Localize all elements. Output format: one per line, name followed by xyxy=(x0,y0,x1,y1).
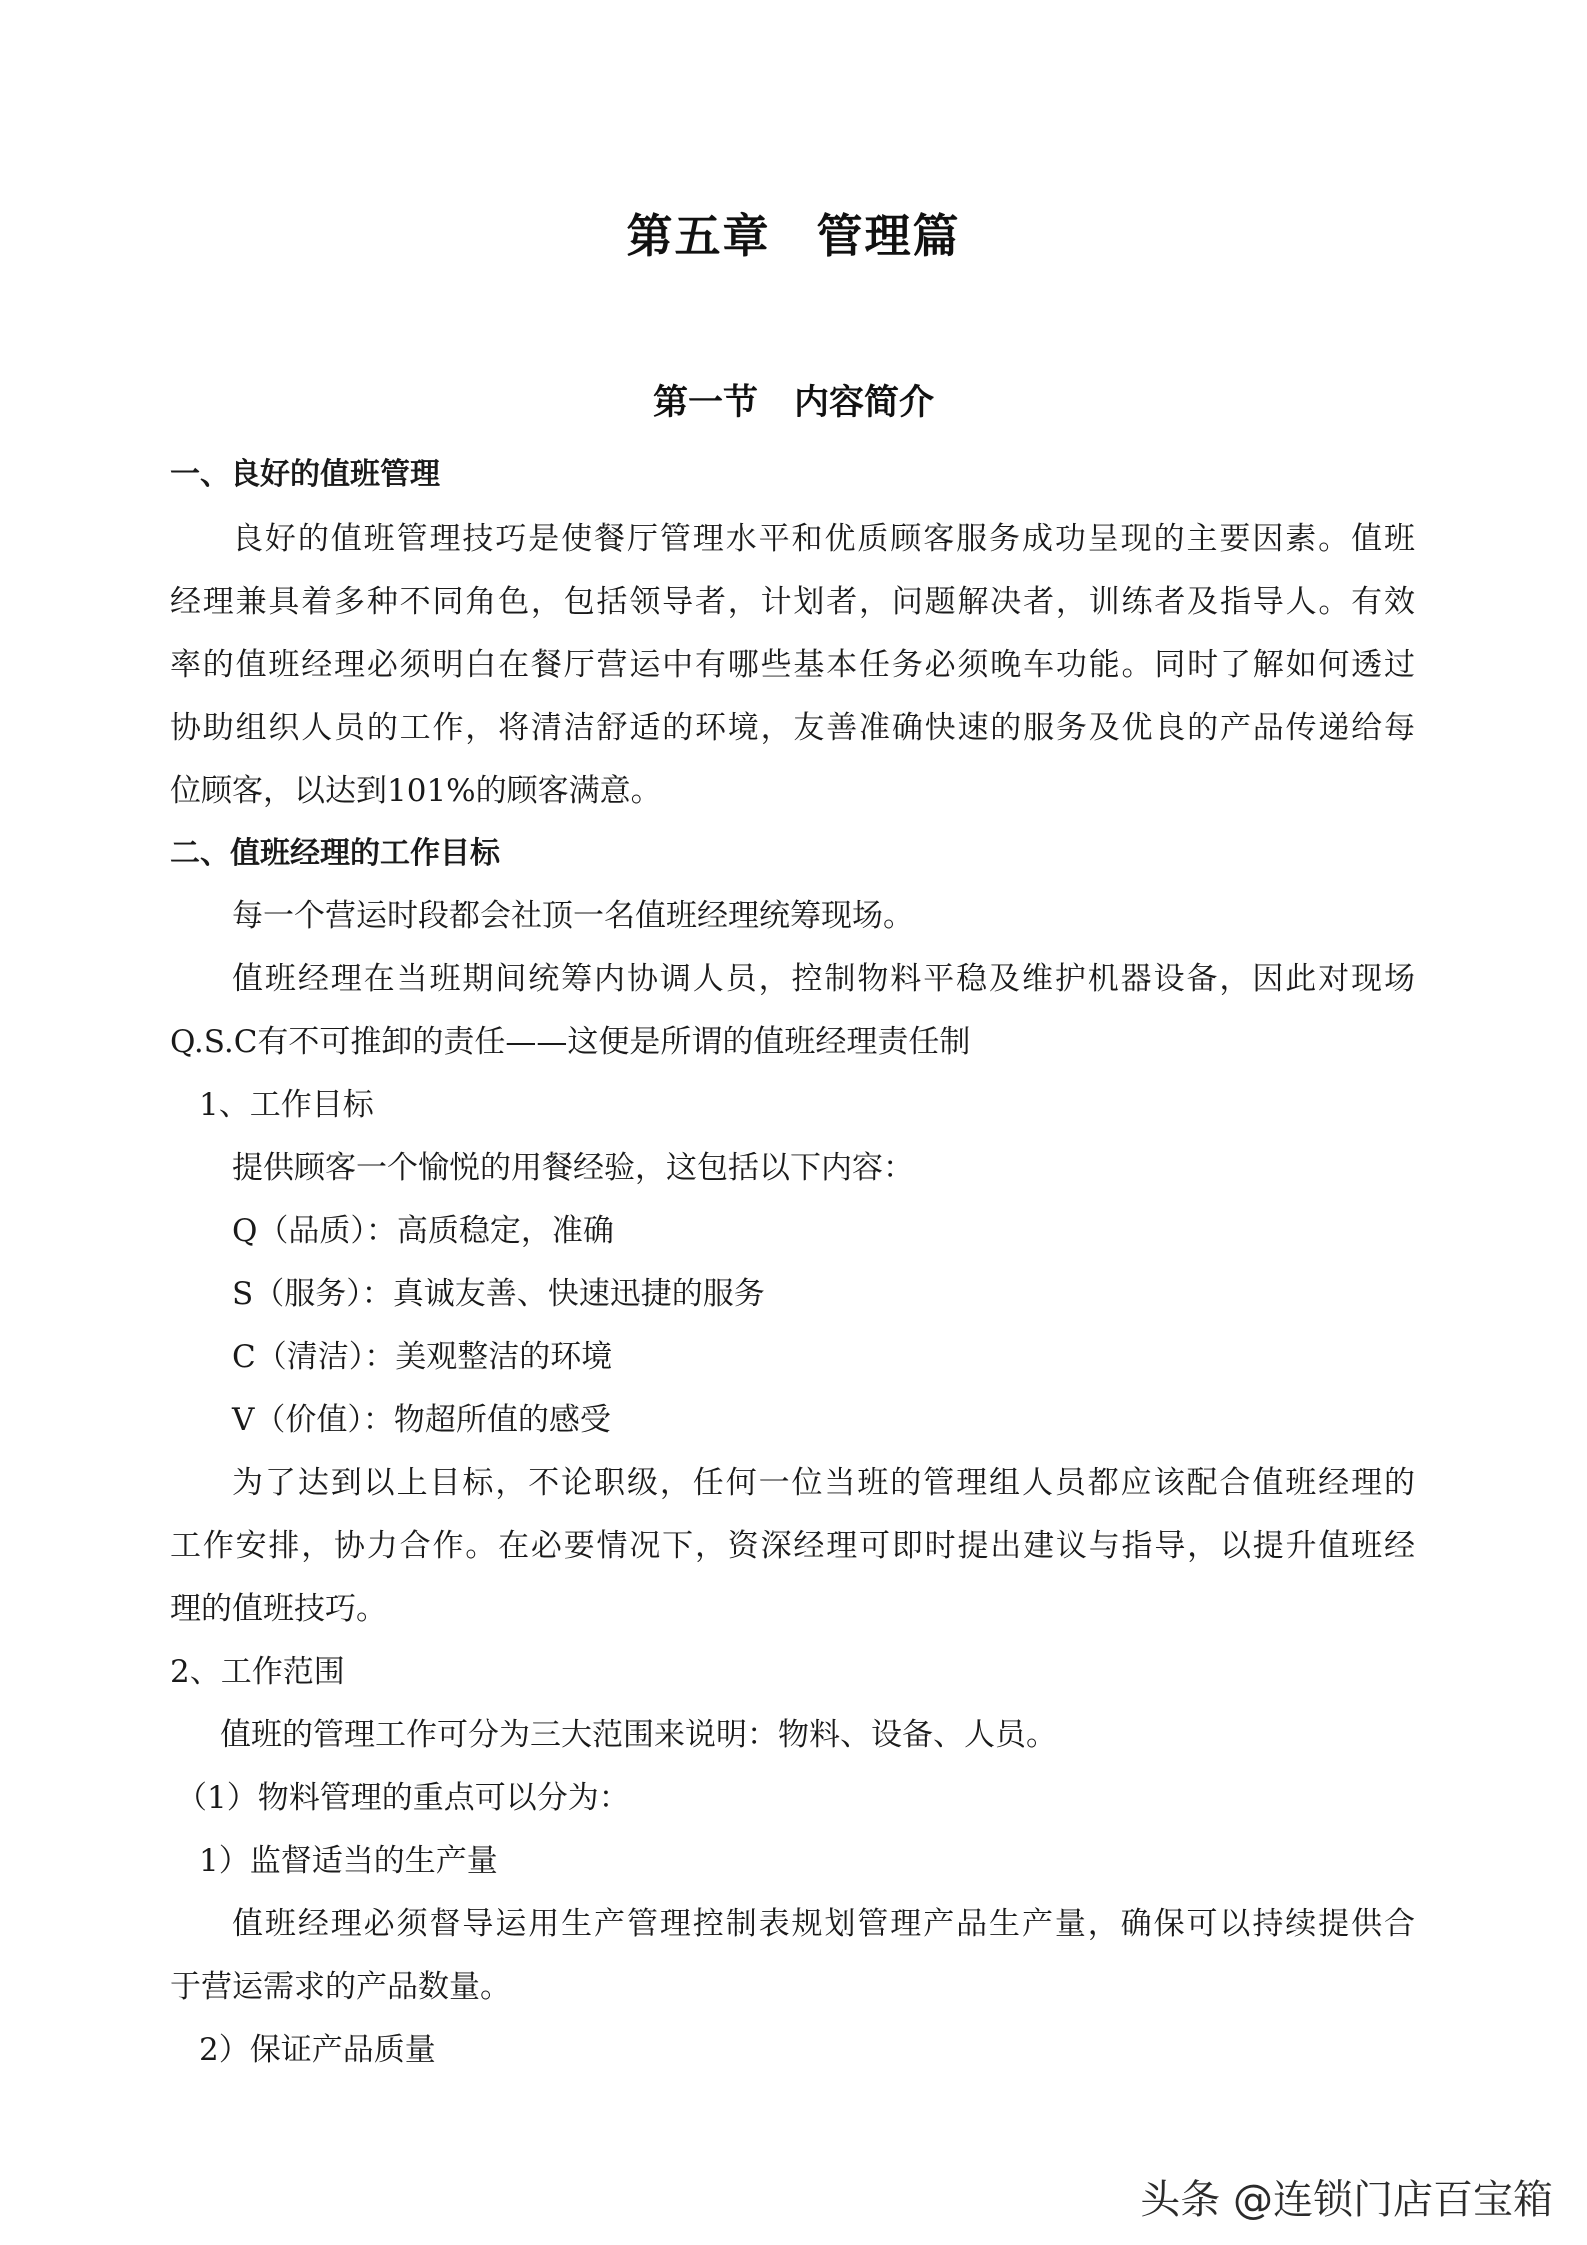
paragraph-line: 良好的值班管理技巧是使餐厅管理水平和优质顾客服务成功呈现的主要因素。值班 xyxy=(232,521,1415,557)
subheading-work-scope: 2、工作范围 xyxy=(170,1654,345,1690)
paragraph-line: 值班经理在当班期间统筹内协调人员，控制物料平稳及维护机器设备，因此对现场 xyxy=(232,961,1415,997)
paragraph-line: 协助组织人员的工作，将清洁舒适的环境，友善准确快速的服务及优良的产品传递给每 xyxy=(170,710,1415,746)
paragraph-line: 值班的管理工作可分为三大范围来说明：物料、设备、人员。 xyxy=(220,1717,1057,1753)
chapter-label: 第五章 xyxy=(626,209,771,263)
subheading-quality: 2）保证产品质量 xyxy=(199,2032,436,2068)
chapter-title xyxy=(0,200,1587,266)
heading-good-shift-management: 一、良好的值班管理 xyxy=(170,457,440,492)
chapter-name: 管理篇 xyxy=(816,209,961,263)
subheading-work-goals: 1、工作目标 xyxy=(199,1087,374,1123)
subheading-materials: （1）物料管理的重点可以分为： xyxy=(176,1780,630,1816)
section-title xyxy=(0,375,1587,425)
paragraph-line: 经理兼具着多种不同角色，包括领导者，计划者，问题解决者，训练者及指导人。有效 xyxy=(170,584,1415,620)
section-label: 第一节 xyxy=(652,383,758,423)
paragraph-line: 于营运需求的产品数量。 xyxy=(170,1969,511,2005)
paragraph-line: 提供顾客一个愉悦的用餐经验，这包括以下内容： xyxy=(232,1150,914,1186)
heading-shift-manager-goals: 二、值班经理的工作目标 xyxy=(170,836,500,871)
list-item-service: S（服务）：真诚友善、快速迅捷的服务 xyxy=(232,1276,765,1312)
subheading-production: 1）监督适当的生产量 xyxy=(199,1843,498,1879)
list-item-quality: Q（品质）：高质稳定，准确 xyxy=(232,1213,614,1249)
section-name: 内容简介 xyxy=(794,383,935,423)
paragraph-line: 为了达到以上目标，不论职级，任何一位当班的管理组人员都应该配合值班经理的 xyxy=(232,1465,1415,1501)
list-item-value: V（价值）：物超所值的感受 xyxy=(232,1402,611,1438)
paragraph-line: 每一个营运时段都会社顶一名值班经理统筹现场。 xyxy=(232,898,914,934)
paragraph-line: 位顾客，以达到101%的顾客满意。 xyxy=(170,773,662,809)
paragraph-line: 工作安排，协力合作。在必要情况下，资深经理可即时提出建议与指导，以提升值班经 xyxy=(170,1528,1415,1564)
paragraph-line: 率的值班经理必须明白在餐厅营运中有哪些基本任务必须晚车功能。同时了解如何透过 xyxy=(170,647,1415,683)
paragraph-line: Q.S.C有不可推卸的责任——这便是所谓的值班经理责任制 xyxy=(170,1024,971,1060)
list-item-cleanliness: C（清洁）：美观整洁的环境 xyxy=(232,1339,613,1375)
paragraph-line: 值班经理必须督导运用生产管理控制表规划管理产品生产量，确保可以持续提供合 xyxy=(232,1906,1415,1942)
paragraph-line: 理的值班技巧。 xyxy=(170,1591,387,1627)
watermark: 头条 @连锁门店百宝箱 xyxy=(1140,2177,1553,2223)
